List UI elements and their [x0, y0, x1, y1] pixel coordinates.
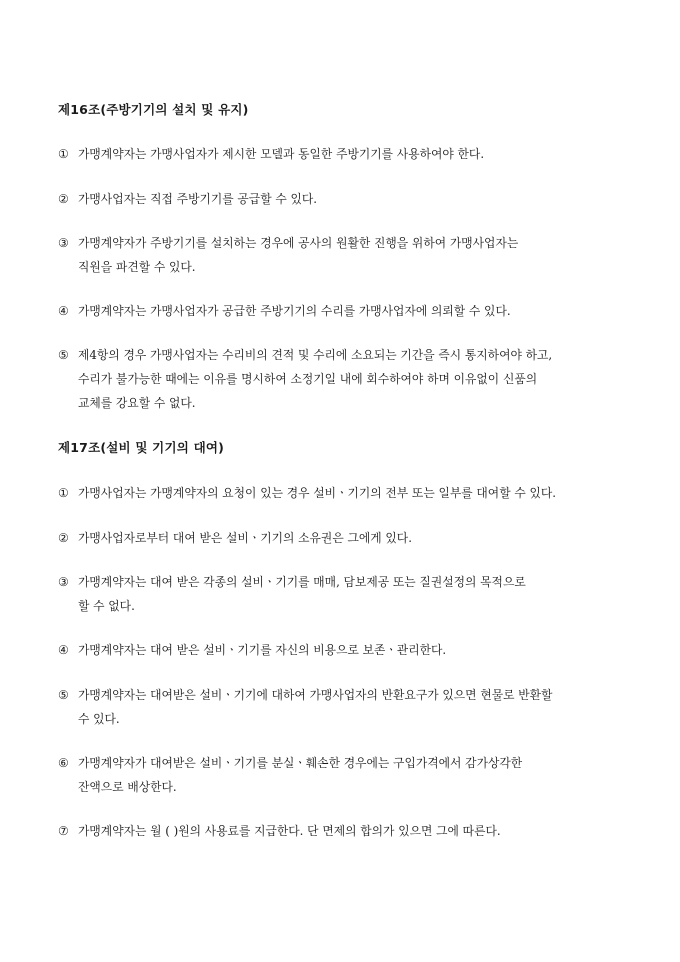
clause-text: 가맹계약자가 주방기기를 설치하는 경우에 공사의 원활한 진행을 위하여 가맹사업자는 — [78, 236, 519, 250]
clause-number: ② — [58, 531, 69, 545]
clause-number: ③ — [58, 236, 69, 250]
article-17-clause-3 — [58, 570, 626, 618]
clause-text: 가맹사업자는 직접 주방기기를 공급할 수 있다. — [78, 192, 318, 206]
clause-text: 제4항의 경우 가맹사업자는 수리비의 견적 및 수리에 소요되는 기간을 즉시 통지하여야 하고, — [78, 348, 553, 362]
article-16-clause-5 — [58, 343, 626, 415]
article-17-title: 제17조(설비 및 기기의 대여) — [58, 440, 225, 455]
clause-number: ⑦ — [58, 824, 69, 838]
clause-text: 가맹계약자는 대여 받은 설비ㆍ기기를 자신의 비용으로 보존ㆍ관리한다. — [78, 643, 447, 657]
clause-text-continued: 직원을 파견할 수 있다. — [78, 260, 196, 274]
clause-text: 가맹계약자는 가맹사업자가 제시한 모델과 동일한 주방기기를 사용하여야 한다. — [78, 147, 485, 161]
clause-text-continued: 잔액으로 배상한다. — [78, 780, 177, 794]
article-17-clause-5 — [58, 683, 626, 731]
clause-text-continued: 교체를 강요할 수 없다. — [78, 396, 196, 410]
clause-number: ⑥ — [58, 756, 69, 770]
clause-number: ② — [58, 192, 69, 206]
article-17-clause-4 — [58, 638, 626, 662]
clause-text: 가맹사업자로부터 대여 받은 설비ㆍ기기의 소유권은 그에게 있다. — [78, 531, 412, 545]
article-16-clause-2 — [58, 187, 626, 211]
article-16-clause-3 — [58, 231, 626, 279]
article-17-clause-1 — [58, 481, 626, 505]
clause-text: 가맹사업자는 가맹계약자의 요청이 있는 경우 설비ㆍ기기의 전부 또는 일부를 대여할 수 있다. — [78, 486, 557, 500]
article-17-clause-2 — [58, 526, 626, 550]
clause-number: ③ — [58, 575, 69, 589]
article-16-clause-1 — [58, 142, 626, 166]
clause-number: ④ — [58, 643, 69, 657]
clause-number: ⑤ — [58, 348, 69, 362]
clause-number: ① — [58, 147, 69, 161]
clause-text: 가맹계약자는 대여 받은 각종의 설비ㆍ기기를 매매, 담보제공 또는 질권설정의 목적으로 — [78, 575, 526, 589]
article-17-clause-7 — [58, 819, 626, 843]
clause-text-continued: 수 있다. — [78, 712, 120, 726]
article-17-clause-6 — [58, 751, 626, 799]
article-16-title: 제16조(주방기기의 설치 및 유지) — [58, 102, 249, 117]
clause-number: ④ — [58, 304, 69, 318]
clause-number: ① — [58, 486, 69, 500]
clause-text: 가맹계약자는 대여받은 설비ㆍ기기에 대하여 가맹사업자의 반환요구가 있으면 현물로 반환할 — [78, 688, 553, 702]
clause-text-continued: 수리가 불가능한 때에는 이유를 명시하여 소정기일 내에 회수하여야 하며 이유없이 신품의 — [78, 372, 538, 386]
article-16-clause-4 — [58, 299, 626, 323]
clause-text: 가맹계약자가 대여받은 설비ㆍ기기를 분실ㆍ훼손한 경우에는 구입가격에서 감가상각한 — [78, 756, 523, 770]
clause-text: 가맹계약자는 가맹사업자가 공급한 주방기기의 수리를 가맹사업자에 의뢰할 수 있다. — [78, 304, 511, 318]
clause-number: ⑤ — [58, 688, 69, 702]
clause-text-continued: 할 수 없다. — [78, 599, 135, 613]
clause-text: 가맹계약자는 월 ( )원의 사용료를 지급한다. 단 면제의 합의가 있으면 그에 따른다. — [78, 824, 501, 838]
